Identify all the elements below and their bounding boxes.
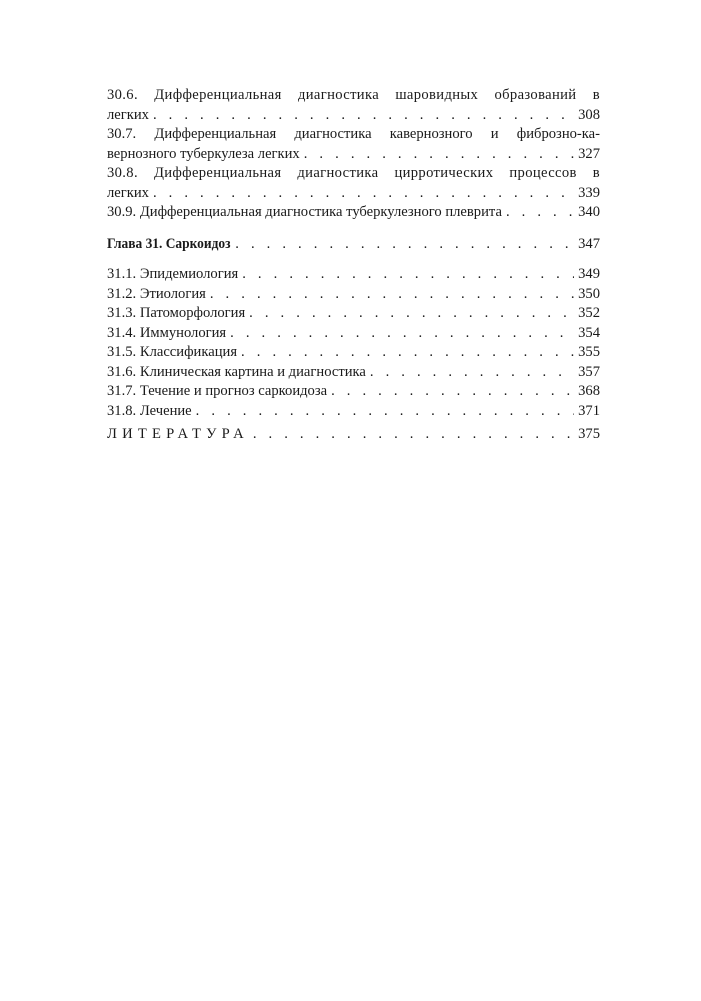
toc-entry-title-continuation: вернозного туберкулеза легких <box>107 145 300 162</box>
toc-entry-title-continuation: легких <box>107 106 149 123</box>
dot-leader <box>210 285 574 305</box>
toc-entry-title-line: 30.8. Дифференциальная диагностика цирротических процессов в <box>107 165 600 181</box>
dot-leader <box>253 425 574 445</box>
dot-leader <box>241 343 574 363</box>
page-number: 327 <box>578 145 600 162</box>
dot-leader <box>331 382 574 402</box>
toc-chapter-31[interactable] <box>107 235 600 255</box>
toc-entry-31-6[interactable] <box>107 363 600 383</box>
page-number: 371 <box>578 402 600 419</box>
dot-leader <box>249 304 574 324</box>
toc-entry-30-8[interactable] <box>107 164 600 203</box>
toc-entry-title: 31.4. Иммунология <box>107 324 227 341</box>
toc-literature[interactable] <box>107 425 600 445</box>
page-number: 354 <box>578 324 600 341</box>
toc-entry-title-line: 30.7. Дифференциальная диагностика кавернозного и фиброзно-ка- <box>107 126 600 142</box>
toc-entry-title: 31.3. Патоморфология <box>107 305 246 321</box>
toc-entry-31-4[interactable] <box>107 324 600 344</box>
page-number: 349 <box>578 266 600 282</box>
toc-entry-title-line: 30.6. Дифференциальная диагностика шаровидных образований в <box>107 87 600 103</box>
dot-leader <box>304 145 574 165</box>
page-number: 357 <box>578 363 600 380</box>
literature-title: ЛИТЕРАТУРА <box>107 426 249 442</box>
page-number: 355 <box>578 344 600 360</box>
toc-entry-31-1[interactable] <box>107 265 600 285</box>
page-number: 347 <box>578 235 600 252</box>
toc-entry-30-6[interactable] <box>107 86 600 125</box>
toc-entry-title: 31.8. Лечение <box>107 402 192 419</box>
dot-leader <box>235 235 574 255</box>
toc-entry-31-5[interactable] <box>107 343 600 363</box>
page-number: 340 <box>578 204 600 220</box>
dot-leader <box>230 324 574 344</box>
toc-entry-31-3[interactable] <box>107 304 600 324</box>
dot-leader <box>153 184 574 204</box>
toc-entry-title: 31.6. Клиническая картина и диагностика <box>107 363 366 380</box>
toc-entry-title: 30.9. Дифференциальная диагностика туберкулезного плеврита <box>107 204 502 220</box>
toc-entry-title: 31.1. Эпидемиология <box>107 266 239 282</box>
page-number: 352 <box>578 305 600 321</box>
page-number: 368 <box>578 383 600 399</box>
dot-leader <box>196 402 574 422</box>
toc-entry-31-8[interactable] <box>107 402 600 422</box>
toc-entry-30-7[interactable] <box>107 125 600 164</box>
toc-entry-title: 31.7. Течение и прогноз саркоидоза <box>107 383 328 399</box>
page-number: 350 <box>578 285 600 302</box>
page-number: 339 <box>578 184 600 201</box>
dot-leader <box>370 363 574 383</box>
toc-entry-title-continuation: легких <box>107 184 149 201</box>
chapter-title: Глава 31. Саркоидоз <box>107 235 231 252</box>
toc-entry-title: 31.5. Классификация <box>107 344 238 360</box>
page-number: 308 <box>578 106 600 123</box>
dot-leader <box>506 203 574 223</box>
page-number: 375 <box>578 426 600 442</box>
toc-entry-title: 31.2. Этиология <box>107 285 206 302</box>
dot-leader <box>153 106 574 126</box>
toc-entry-31-7[interactable] <box>107 382 600 402</box>
table-of-contents <box>107 86 600 445</box>
dot-leader <box>242 265 574 285</box>
toc-entry-30-9[interactable] <box>107 203 600 223</box>
toc-entry-31-2[interactable] <box>107 285 600 305</box>
